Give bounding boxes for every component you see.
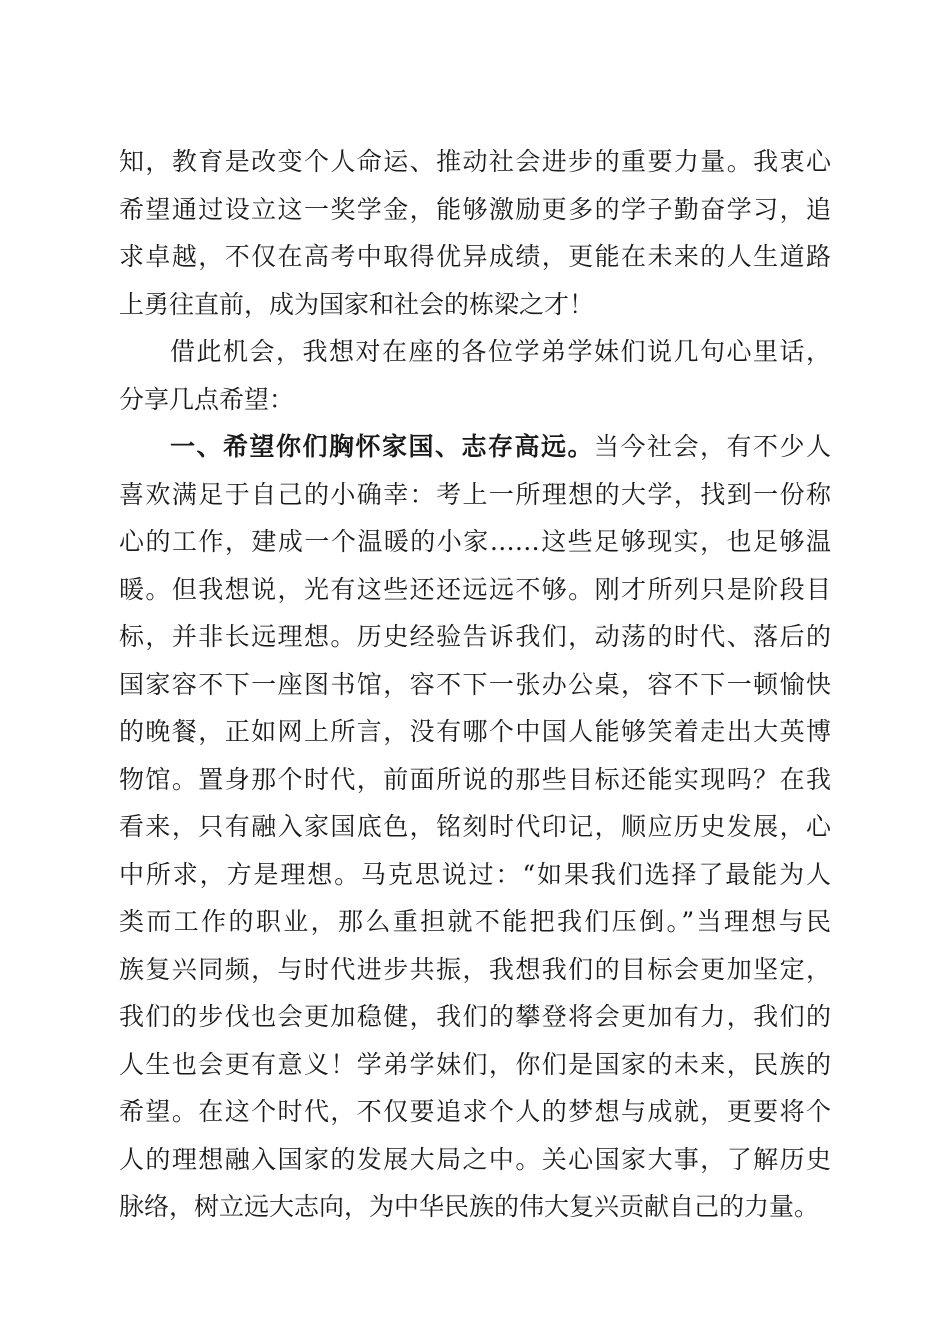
paragraph-line: 希望通过设立这一奖学金，能够激励更多的学子勤奋学习，追 <box>119 194 831 224</box>
paragraph-line: 分享几点希望： <box>119 384 295 414</box>
paragraph-line: 标，并非长远理想。历史经验告诉我们，动荡的时代、落后的 <box>119 622 831 651</box>
document-body <box>119 138 831 1231</box>
paragraph-line: 中所求，方是理想。马克思说过：“如果我们选择了最能为人 <box>119 859 831 889</box>
paragraph-line: 人生也会更有意义！学弟学妹们，你们是国家的未来，民族的 <box>119 1049 831 1079</box>
paragraph-line: 知，教育是改变个人命运、推动社会进步的重要力量。我衷心 <box>119 147 831 176</box>
paragraph-line: 的晚餐，正如网上所言，没有哪个中国人能够笑着走出大英博 <box>119 717 831 746</box>
paragraph-line: 借此机会，我想对在座的各位学弟学妹们说几句心里话， <box>170 337 831 366</box>
paragraph-line: 族复兴同频，与时代进步共振，我想我们的目标会更加坚定， <box>119 954 831 984</box>
paragraph-line: 物馆。置身那个时代，前面所说的那些目标还能实现吗？在我 <box>119 764 831 794</box>
paragraph-line: 心的工作，建成一个温暖的小家……这些足够现实，也足够温 <box>119 527 831 556</box>
paragraph-line: 国家容不下一座图书馆，容不下一张办公桌，容不下一顿愉快 <box>119 669 831 699</box>
paragraph-line: 希望。在这个时代，不仅要追求个人的梦想与成就，更要将个 <box>119 1097 831 1126</box>
paragraph-line <box>119 423 831 471</box>
paragraph-line: 类而工作的职业，那么重担就不能把我们压倒。”当理想与民 <box>119 907 831 936</box>
paragraph-line: 上勇往直前，成为国家和社会的栋梁之才！ <box>119 289 595 319</box>
paragraph-line: 人的理想融入国家的发展大局之中。关心国家大事，了解历史 <box>119 1144 831 1174</box>
paragraph-line: 求卓越，不仅在高考中取得优异成绩，更能在未来的人生道路 <box>119 242 831 271</box>
section-heading: 一、希望你们胸怀家国、志存高远。 <box>170 432 594 461</box>
paragraph-line: 脉络，树立远大志向，为中华民族的伟大复兴贡献自己的力量。 <box>119 1192 820 1221</box>
paragraph-line: 我们的步伐也会更加稳健，我们的攀登将会更加有力，我们的 <box>119 1002 831 1031</box>
heading-line-rest: 当今社会，有不少人 <box>593 432 831 461</box>
paragraph-line: 看来，只有融入家国底色，铭刻时代印记，顺应历史发展，心 <box>119 812 831 841</box>
paragraph-line: 暖。但我想说，光有这些还还远远不够。刚才所列只是阶段目 <box>119 574 831 604</box>
paragraph-line: 喜欢满足于自己的小确幸：考上一所理想的大学，找到一份称 <box>119 479 831 509</box>
